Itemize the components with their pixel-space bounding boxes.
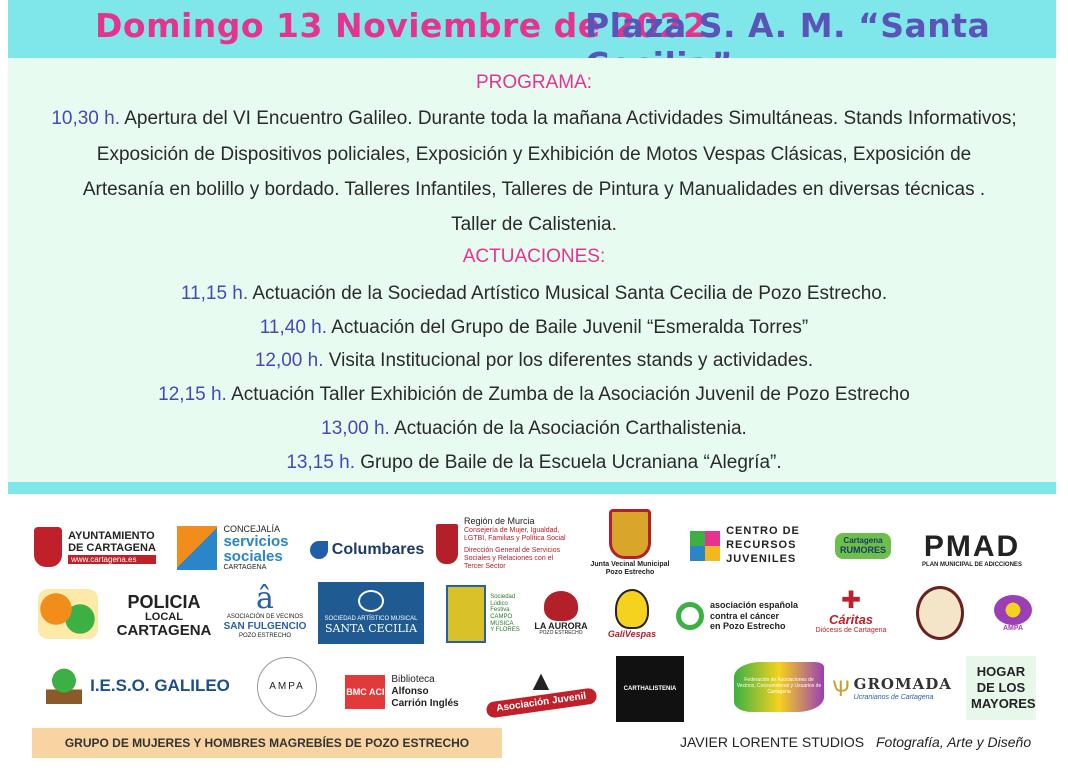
logo-text: Columbares bbox=[331, 540, 425, 558]
logo-text: Dirección General de Servicios Sociales y Relaciones con el Tercer Sector bbox=[464, 546, 561, 571]
logo-text: PMAD bbox=[923, 529, 1021, 563]
logo-ampa bbox=[254, 656, 320, 718]
logo-text: Pozo Estrecho bbox=[605, 569, 655, 576]
logo-galivespas bbox=[598, 582, 666, 646]
library-icon: BMC ACI bbox=[345, 675, 385, 709]
performance-item bbox=[0, 283, 1068, 305]
logo-text: SANTA CECILIA bbox=[324, 622, 418, 636]
logo-text: PLAN MUNICIPAL DE ADICCIONES bbox=[922, 561, 1022, 568]
logo-text: AYUNTAMIENTO bbox=[68, 529, 155, 542]
logo-text: Junta Vecinal Municipal bbox=[590, 560, 670, 568]
aecc-icon bbox=[676, 602, 704, 630]
logo-parroquia-seal bbox=[914, 582, 966, 644]
performance-time: 11,15 h. bbox=[180, 283, 249, 304]
logo-text: Consejería de Mujer, Igualdad, LGTBI, Familias y Política Social bbox=[464, 526, 566, 543]
logo-text: AMPA bbox=[257, 657, 317, 717]
performance-item bbox=[0, 350, 1068, 372]
logo-asociacion-vecinos-san-fulgencio bbox=[222, 578, 308, 646]
opening-line-3: Artesanía en bolillo y bordado. Talleres Infantiles, Talleres de Pintura y Manualidades en diversas técnicas . bbox=[82, 179, 986, 200]
logo-text: AMPA bbox=[1002, 624, 1024, 632]
logo-text: JUVENILES bbox=[726, 552, 797, 565]
logo-text: servicios bbox=[223, 533, 289, 551]
performance-item bbox=[0, 317, 1068, 339]
logo-text: DE CARTAGENA bbox=[68, 542, 156, 555]
dove-icon bbox=[310, 541, 328, 559]
logo-biblioteca bbox=[340, 670, 464, 714]
logo-columbares bbox=[306, 530, 428, 570]
logo-hogar-mayores bbox=[966, 656, 1036, 720]
logo-text: en Pozo Estrecho bbox=[709, 621, 786, 632]
event-location: Plaza S. A. M. “Santa bbox=[585, 6, 991, 45]
logo-text: CARTAGENA bbox=[223, 564, 267, 572]
performance-item bbox=[0, 418, 1068, 440]
studio-credit bbox=[680, 734, 1031, 750]
logo-text: Diócesis de Cartagena bbox=[815, 627, 887, 635]
logo-rumores bbox=[828, 516, 898, 576]
logo-region-murcia bbox=[436, 506, 566, 582]
logo-text: GROMADA bbox=[853, 675, 952, 694]
logo-text: CENTRO DE bbox=[726, 525, 800, 538]
logo-text: Y FLORES bbox=[490, 627, 520, 634]
logo-text: asociación española bbox=[709, 599, 799, 610]
logo-carthalistenia bbox=[616, 656, 684, 722]
logo-text: MUSICA bbox=[490, 620, 514, 627]
logo-text: Sociedad bbox=[490, 594, 516, 601]
flower-icon bbox=[994, 595, 1032, 625]
logo-gromada bbox=[830, 664, 954, 714]
letter-a-icon: â bbox=[256, 581, 274, 617]
logo-escuela-infantil bbox=[32, 584, 104, 644]
performance-time: 13,00 h. bbox=[321, 418, 390, 439]
opening-time: 10,30 h. bbox=[51, 108, 120, 129]
murcia-shield-icon bbox=[436, 524, 458, 564]
logo-aecc bbox=[672, 594, 802, 638]
logo-pmad bbox=[916, 522, 1028, 578]
logo-text: CAMPO bbox=[490, 614, 513, 620]
trident-icon: Ѱ bbox=[832, 676, 850, 702]
logo-text: GaliVespas bbox=[607, 628, 657, 639]
logo-federacion-vecinos bbox=[732, 658, 826, 716]
logo-text: RECURSOS bbox=[726, 539, 797, 552]
performance-text: Actuación Taller Exhibición de Zumba de la Asociación Juvenil de Pozo Estrecho bbox=[231, 384, 910, 405]
performances-heading: ACTUACIONES: bbox=[462, 246, 606, 267]
logo-text: I.E.S.O. GALILEO bbox=[90, 676, 230, 696]
program-heading: PROGRAMA: bbox=[475, 72, 593, 93]
logo-sociedad-ludico-festiva bbox=[438, 584, 528, 644]
performance-text: Actuación de la Sociedad Artístico Musical Santa Cecilia de Pozo Estrecho. bbox=[252, 283, 888, 304]
crest-icon bbox=[358, 590, 384, 612]
logo-centro-recursos-juveniles bbox=[682, 520, 808, 572]
performance-item bbox=[0, 384, 1068, 406]
footer-group-banner: GRUPO DE MUJERES Y HOMBRES MAGREBÍES DE POZO ESTRECHO bbox=[32, 728, 502, 758]
logo-text: Ucranianos de Cartagena bbox=[853, 693, 934, 701]
divider-strip bbox=[8, 482, 1056, 494]
logo-text: CONCEJALÍA bbox=[223, 523, 280, 534]
festiva-shield-icon bbox=[446, 585, 486, 643]
logo-santa-cecilia bbox=[318, 582, 424, 644]
logo-text: POLICIA bbox=[127, 591, 201, 612]
logo-text: Cáritas bbox=[828, 611, 874, 627]
logo-text: Festiva bbox=[490, 607, 510, 614]
performance-time: 11,40 h. bbox=[259, 317, 328, 338]
logo-text: Carrión Inglés bbox=[391, 698, 459, 709]
children-illustration-icon bbox=[38, 589, 98, 639]
performance-text: Actuación del Grupo de Baile Juvenil “Esmeralda Torres” bbox=[331, 317, 809, 338]
logo-text: LOCAL bbox=[145, 610, 183, 623]
logo-ampa-small bbox=[982, 584, 1044, 644]
performance-text: Grupo de Baile de la Escuela Ucraniana “Alegría”. bbox=[360, 452, 782, 473]
opening-line-4: Taller de Calistenia. bbox=[451, 214, 617, 235]
logo-text: ASOCIACIÓN DE VECINOS bbox=[226, 614, 304, 621]
logo-policia-local bbox=[110, 590, 218, 642]
logo-text: SAN FULGENCIO bbox=[223, 621, 307, 633]
logo-caritas bbox=[808, 582, 894, 642]
puzzle-icon bbox=[690, 531, 720, 561]
performance-text: Visita Institucional por los diferentes stands y actividades. bbox=[328, 350, 814, 371]
logo-ieso-galileo bbox=[40, 660, 236, 712]
opening-line-1 bbox=[0, 108, 1068, 130]
junta-shield-icon bbox=[609, 509, 651, 559]
lemon-mascot-icon bbox=[615, 589, 649, 629]
opening-line-2: Exposición de Dispositivos policiales, Exposición y Exhibición de Motos Vespas Clásicas, Exposición de bbox=[96, 144, 972, 165]
logo-text: Cartagena bbox=[843, 536, 883, 546]
logo-text: SOCIEDAD ARTÍSTICO MUSICAL bbox=[324, 616, 418, 623]
opening-text: Apertura del VI Encuentro Galileo. Durante toda la mañana Actividades Simultáneas. Stands Informativos; bbox=[124, 108, 1017, 129]
logo-text: HOGAR DE LOS MAYORES bbox=[971, 663, 1036, 712]
logo-text: LA AURORA bbox=[534, 620, 588, 631]
performance-item bbox=[0, 452, 1068, 474]
caritas-cross-icon: ✚ bbox=[840, 586, 862, 614]
logo-text: POZO ESTRECHO bbox=[539, 630, 583, 637]
performance-text: Actuación de la Asociación Carthalistenia. bbox=[394, 418, 747, 439]
credit-studio: JAVIER LORENTE STUDIOS bbox=[680, 734, 865, 750]
logo-text: contra el cáncer bbox=[709, 610, 780, 621]
logo-text: CARTAGENA bbox=[116, 622, 212, 640]
logo-text: Lúdico bbox=[490, 600, 508, 607]
event-date: Domingo 13 Noviembre de 2022 bbox=[95, 6, 707, 45]
performance-time: 13,15 h. bbox=[286, 452, 355, 473]
logo-text: Alfonso bbox=[391, 686, 429, 697]
logo-text: Biblioteca bbox=[391, 674, 435, 685]
theatre-masks-icon bbox=[544, 591, 578, 621]
logo-asociacion-juvenil bbox=[478, 658, 604, 720]
letter-a-triangle-icon: ▲ bbox=[527, 665, 555, 697]
logo-text: sociales bbox=[223, 548, 283, 566]
logo-text: RUMORES bbox=[839, 545, 886, 556]
logo-servicios-sociales bbox=[168, 522, 298, 574]
logo-text: CARTHALISTENIA bbox=[623, 685, 677, 692]
logo-text: Región de Murcia bbox=[464, 516, 535, 527]
credit-tagline: Fotografía, Arte y Diseño bbox=[876, 734, 1032, 750]
performance-time: 12,15 h. bbox=[158, 384, 227, 405]
performance-time: 12,00 h. bbox=[254, 350, 324, 371]
hands-icon bbox=[177, 526, 217, 570]
logo-text: Asociación Juvenil bbox=[485, 688, 597, 719]
logo-ayuntamiento-cartagena bbox=[30, 518, 160, 576]
logo-text: www.cartagena.es bbox=[68, 555, 156, 564]
logo-text: Federación de Asociaciones de Vecinos, Consumidores y Usuarios de Cartagena bbox=[734, 662, 824, 712]
logo-text: POZO ESTRECHO bbox=[238, 632, 291, 639]
tree-icon bbox=[46, 668, 82, 704]
parish-seal-icon bbox=[916, 586, 964, 640]
logo-la-aurora bbox=[530, 582, 592, 646]
logo-junta-vecinal bbox=[584, 504, 676, 582]
city-shield-icon bbox=[34, 527, 62, 567]
